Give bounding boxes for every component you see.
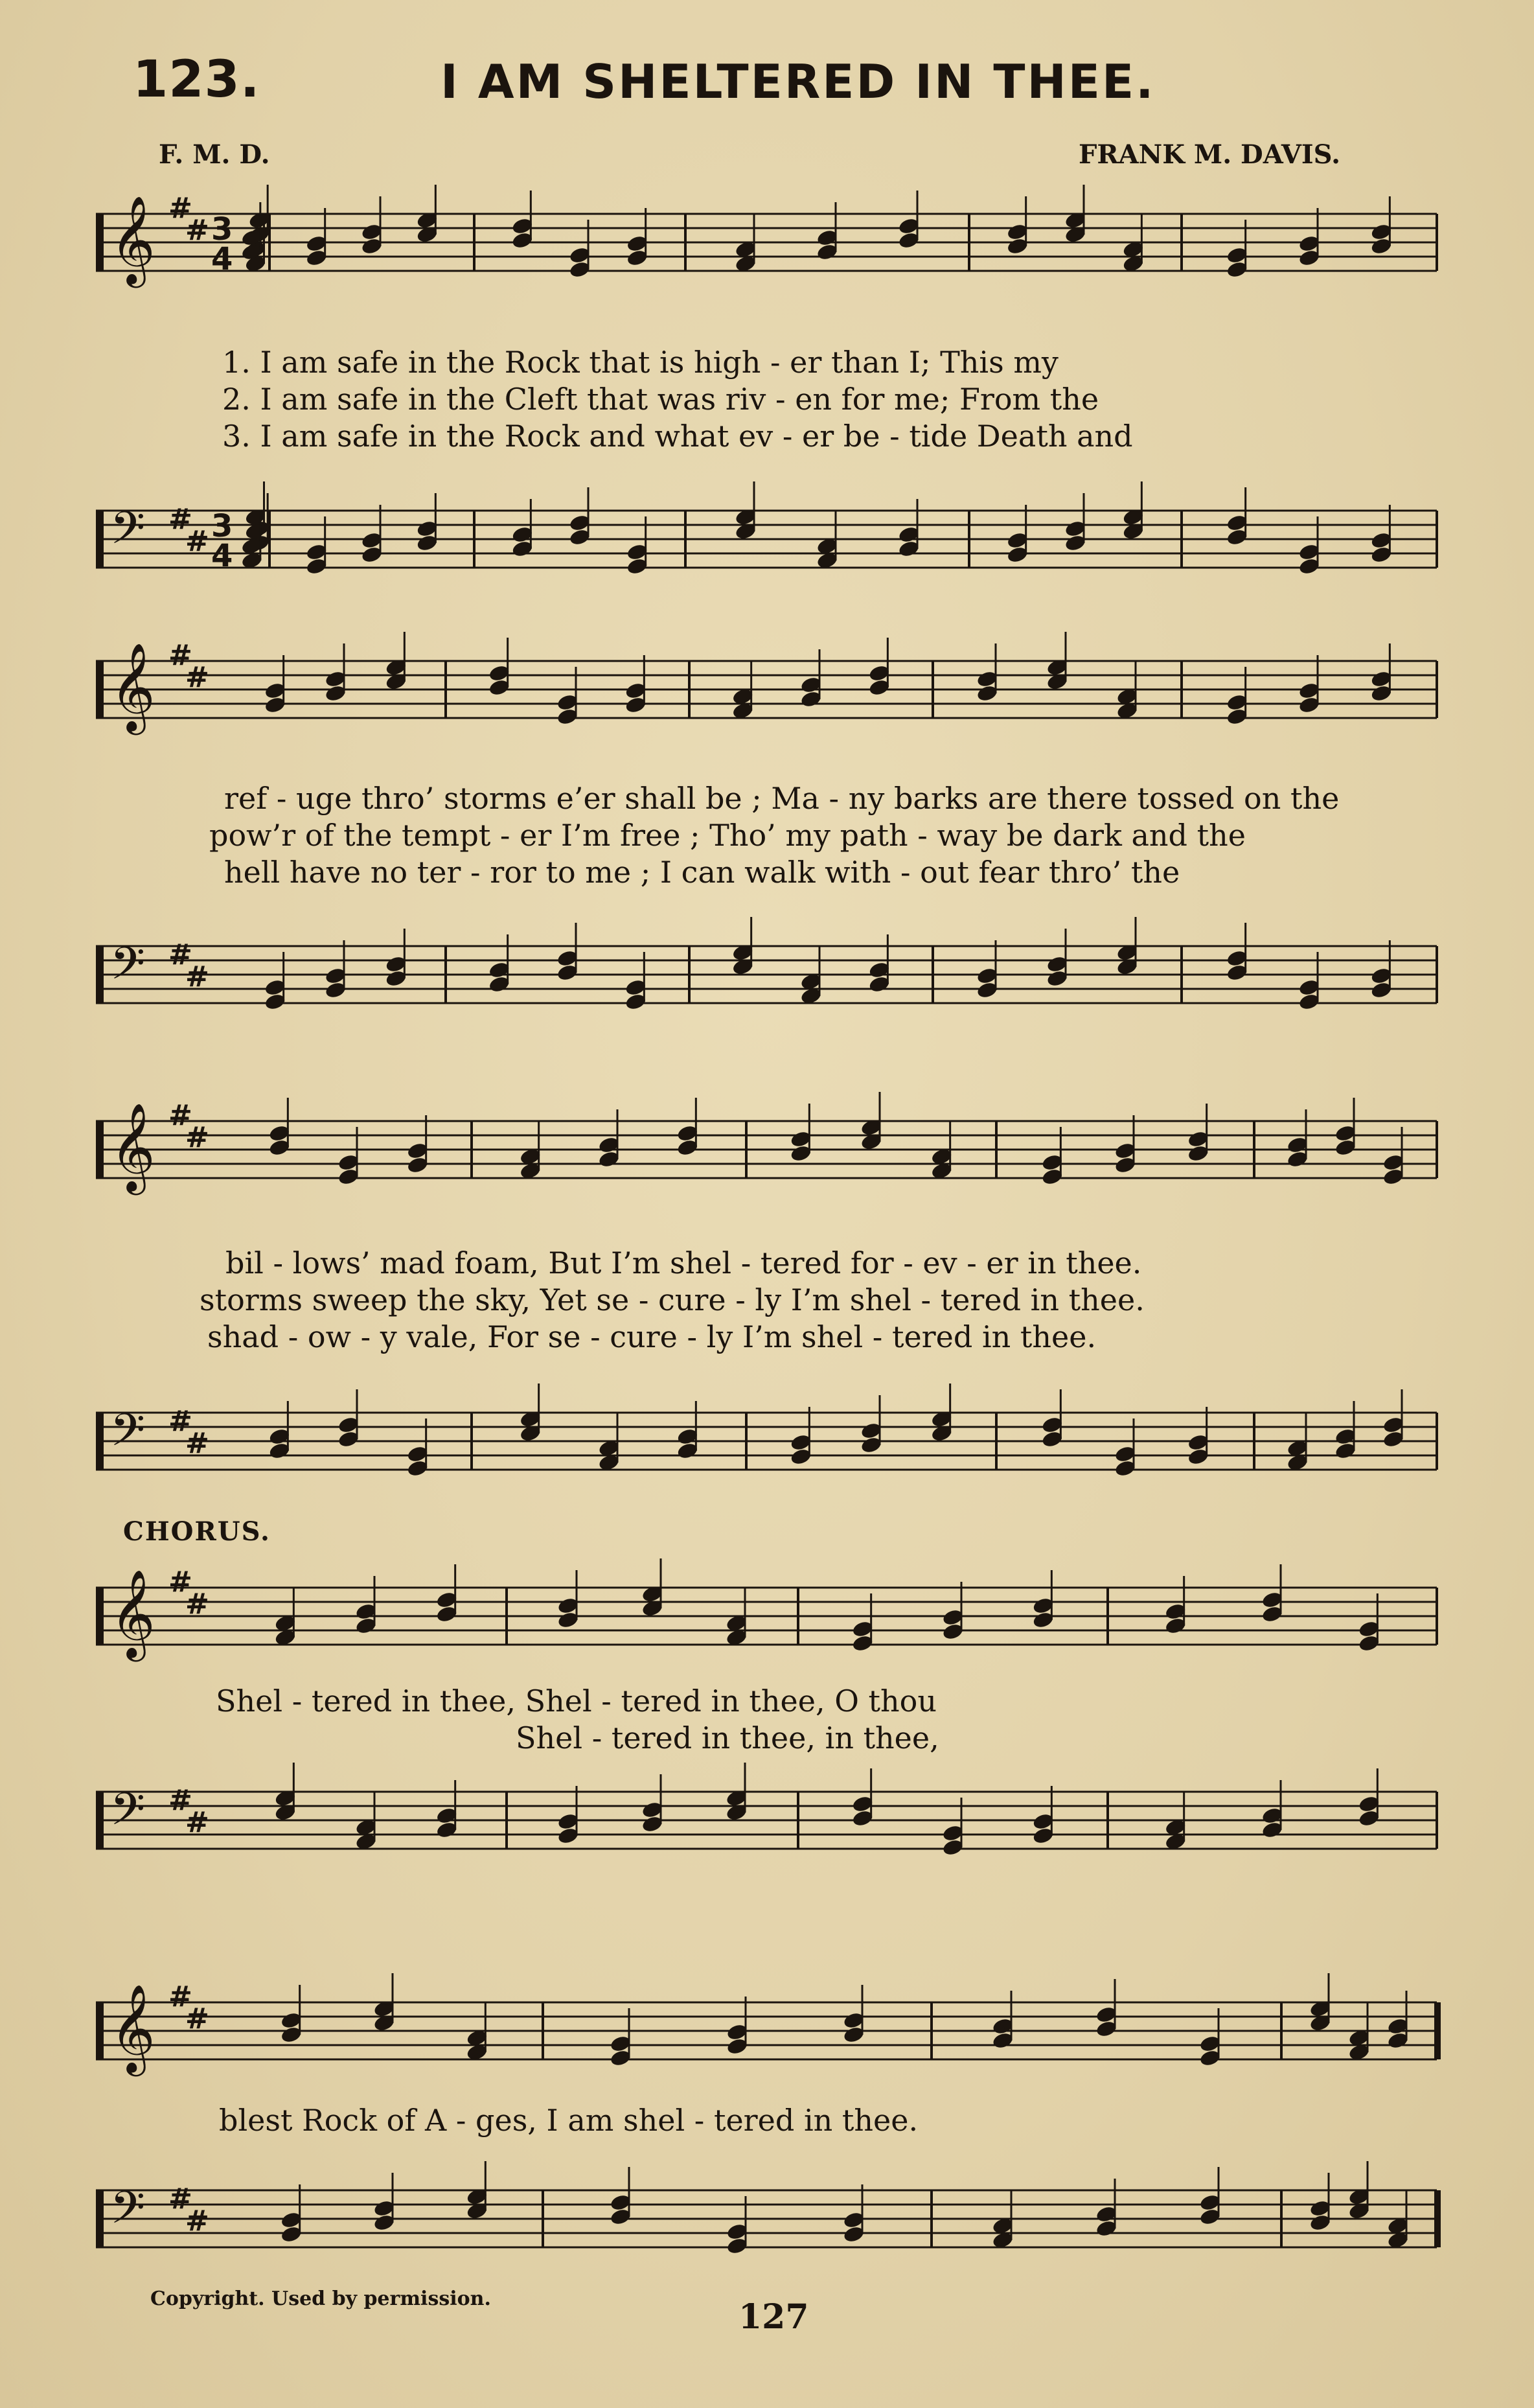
sharp-icon: #	[168, 1784, 192, 1817]
sharp-icon: #	[168, 1405, 192, 1438]
treble-clef-icon: 𝄞	[110, 1102, 155, 1191]
bass-clef-icon: 𝄢	[110, 1783, 146, 1846]
bass-clef-icon: 𝄢	[110, 2181, 146, 2245]
sharp-icon: #	[168, 938, 192, 971]
copyright-notice: Copyright. Used by permission.	[150, 2287, 491, 2310]
sharp-icon: #	[168, 639, 192, 672]
lyric-verse-2: 2. I am safe in the Cleft that was riv - en for me; From the	[222, 382, 1099, 417]
time-signature-top: 3	[211, 508, 233, 544]
treble-clef-icon: 𝄞	[110, 1983, 155, 2072]
bass-staff	[96, 1772, 1443, 1844]
treble-staff	[96, 1566, 1443, 1658]
bass-clef-icon: 𝄢	[110, 1404, 146, 1467]
bass-clef-icon: 𝄢	[110, 937, 146, 1001]
time-signature-bottom: 4	[211, 538, 233, 574]
sharp-icon: #	[168, 2182, 192, 2216]
hymn-number: 123.	[133, 51, 260, 109]
sharp-icon: #	[185, 1588, 209, 1621]
sharp-icon: #	[168, 1099, 192, 1132]
treble-clef-icon: 𝄞	[110, 1568, 155, 1658]
lyricist-credit: F. M. D.	[159, 139, 270, 170]
treble-staff	[96, 639, 1443, 731]
lyric-final: blest Rock of A - ges, I am shel - tered in thee.	[219, 2103, 919, 2138]
lyric-verse-2: pow’r of the tempt - er I’m free ; Tho’ my path - way be dark and the	[209, 818, 1246, 853]
final-barline	[1434, 2190, 1441, 2247]
composer-credit: FRANK M. DAVIS.	[1079, 139, 1341, 170]
final-barline	[1434, 2002, 1441, 2059]
music-system-5	[96, 1980, 1443, 2255]
time-signature-bottom: 4	[211, 241, 233, 277]
music-system-2	[96, 639, 1443, 1043]
music-system-4	[96, 1568, 1443, 1905]
treble-staff	[96, 1980, 1443, 2072]
lyric-verse-3: shad - ow - y vale, For se - cure - ly I’m shel - tered in thee.	[207, 1319, 1097, 1354]
treble-staff	[96, 1099, 1443, 1191]
time-signature-top: 3	[211, 211, 233, 248]
music-system-3	[96, 1099, 1443, 1503]
sharp-icon: #	[185, 960, 209, 993]
lyric-verse-1: ref - uge thro’ storms e’er shall be ; Ma - ny barks are there tossed on the	[224, 781, 1340, 816]
lyric-verse-3: 3. I am safe in the Rock and what ev - er be - tide Death and	[222, 419, 1133, 454]
hymn-header	[0, 51, 1534, 122]
bass-staff	[96, 927, 1443, 1001]
treble-clef-icon: 𝄞	[110, 194, 155, 284]
music-system-1	[96, 194, 1443, 596]
sharp-icon: #	[185, 661, 209, 694]
sharp-icon: #	[185, 2002, 209, 2035]
chorus-label: CHORUS.	[123, 1516, 271, 1547]
sharp-icon: #	[185, 214, 209, 247]
sharp-icon: #	[168, 1980, 192, 2013]
lyric-chorus-soprano: Shel - tered in thee, Shel - tered in thee, O thou	[216, 1684, 937, 1719]
page-number: 127	[738, 2297, 809, 2337]
bass-staff	[96, 1393, 1443, 1467]
treble-clef-icon: 𝄞	[110, 642, 155, 731]
sharp-icon: #	[168, 503, 192, 536]
lyric-chorus-bass: Shel - tered in thee, in thee,	[516, 1720, 939, 1755]
sharp-icon: #	[185, 1806, 209, 1839]
sharp-icon: #	[185, 1427, 209, 1460]
sharp-icon: #	[168, 192, 192, 225]
lyric-verse-2: storms sweep the sky, Yet se - cure - ly I’m shel - tered in thee.	[200, 1282, 1145, 1317]
sharp-icon: #	[185, 2205, 209, 2238]
lyric-verse-3: hell have no ter - ror to me ; I can walk with - out fear thro’ the	[224, 855, 1180, 890]
bass-staff	[96, 491, 1443, 574]
lyric-verse-1: bil - lows’ mad foam, But I’m shel - tered for - ev - er in thee.	[225, 1245, 1142, 1280]
lyric-verse-1: 1. I am safe in the Rock that is high - er than I; This my	[222, 345, 1059, 380]
bass-staff	[96, 2171, 1443, 2245]
treble-staff	[96, 192, 1443, 284]
sharp-icon: #	[185, 525, 209, 558]
sharp-icon: #	[185, 1121, 209, 1154]
hymn-title: I AM SHELTERED IN THEE.	[441, 54, 1156, 109]
bass-clef-icon: 𝄢	[110, 502, 146, 565]
sharp-icon: #	[168, 1566, 192, 1599]
